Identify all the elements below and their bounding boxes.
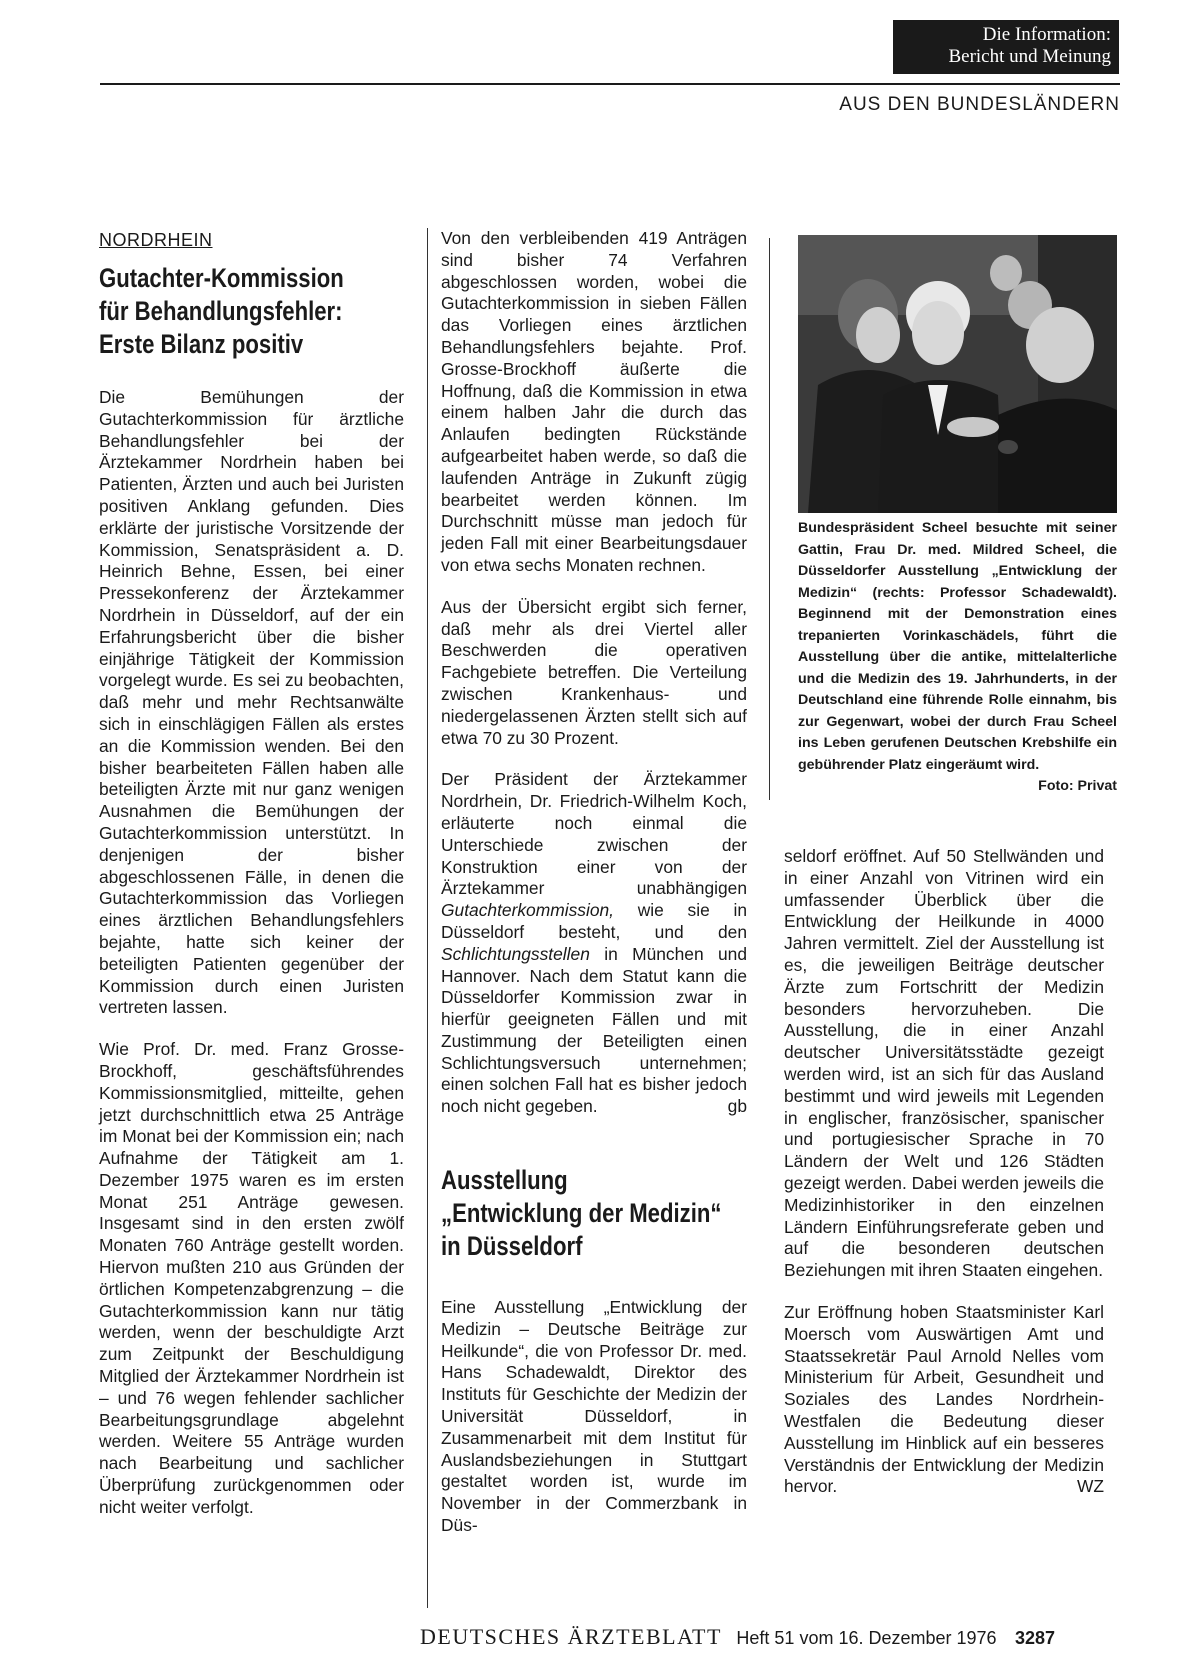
article1-paragraph: Die Bemühungen der Gutachterkommission für ärztliche Behandlungsfehler bei der Ärztekammer Nordrhein haben bei Patienten, Ärzten und auch bei Juristen positiven Anklang gefunden. Dies erklärte der juristische Vorsitzende der Kommission, Senatspräsident a. D. Heinrich Behne, Essen, bei einer Pressekonferenz der Ärztekammer Nordrhein in Düsseldorf, auf der ein Erfahrungsbericht über die bisher einjährige Tätigkeit der Kommission vorgelegt wurde. Es sei zu beobachten, daß mehr und mehr Rechtsanwälte sich in einschlägigen Fällen als erstes an die Kommission wenden. Bei den bisher bearbeiteten Fällen haben alle beteiligten Ärzte mit nur ganz wenigen Ausnahmen die Bemühungen der Gutachterkommission unterstützt. In denjenigen der bisher abgeschlossenen Fälle, in denen die Gutachterkommission das Vorliegen eines ärztlichen Behandlungsfehlers bejahte, hatte sich keiner der beteiligten Patienten gegenüber der Kommission durch einen Juristen vertreten lassen. <box>99 387 404 1018</box>
article1-column1 <box>99 387 404 1519</box>
text-run: Der Präsident der Ärztekammer Nordrhein, Dr. Friedrich-Wilhelm Koch, erläuterte noch einmal die Unterschiede zwischen der Konstruktion einer von der Ärztekammer unabhängigen <box>441 769 747 899</box>
exhibition-photo <box>798 235 1117 513</box>
article1-paragraph: Aus der Übersicht ergibt sich ferner, daß mehr als drei Viertel aller Beschwerden die operativen Fachgebiete betreffen. Die Verteilung zwischen Krankenhaus- und niedergelassenen Ärzten stellt sich auf etwa 70 zu 30 Prozent. <box>441 596 747 748</box>
article2-paragraph <box>784 1302 1104 1498</box>
article1-signature: gb <box>727 1096 747 1117</box>
header-rule <box>100 83 1120 85</box>
section-label-box <box>893 20 1119 74</box>
article2-column3 <box>784 846 1104 1498</box>
article2-signature: WZ <box>1076 1476 1104 1497</box>
article2-paragraph: seldorf eröffnet. Auf 50 Stellwänden und in einer Anzahl von Vitrinen wird ein umfassender Überblick über die Entwicklung der Heilkunde in 4000 Jahren vermittelt. Ziel der Ausstellung ist es, die jeweiligen Beiträge deutscher Ärzte zum Fortschritt der Medizin besonders hervorzuheben. Die Ausstellung, die in einer Anzahl deutscher Universitätsstädte gezeigt werden wird, ist an sich für das Ausland bestimmt und wird jeweils mit Legenden in englischer, französischer, spanischer und portugiesischer Sprache in 70 Ländern der Welt und 126 Städten gezeigt werden. Dabei werden jeweils die Medizinhistoriker in den einzelnen Ländern Einführungsreferate geben und auf die besonderen deutschen Beziehungen mit ihren Staaten eingehen. <box>784 846 1104 1281</box>
column-divider <box>769 238 770 800</box>
article1-paragraph: Von den verbleibenden 419 Anträgen sind bisher 74 Verfahren abgeschlossen worden, wobei die Gutachterkommission in sieben Fällen das Vorliegen eines ärztlichen Behandlungsfehlers bejahte. Prof. Grosse-Brockhoff äußerte die Hoffnung, daß die Kommission in etwa einem halben Jahr die durch das Anlaufen bedingten Rückstände aufgearbeitet haben werde, so daß die laufenden Anträge in Zukunft zügig bearbeitet werden können. Im Durchschnitt müsse man jedoch für jeden Fall mit einer Bearbeitungsdauer von etwa sechs Monaten rechnen. <box>441 228 747 575</box>
issue-info: Heft 51 vom 16. Dezember 1976 <box>736 1628 997 1648</box>
section-label-line1: Die Information: <box>982 24 1111 45</box>
text-run: Zur Eröffnung hoben Staatsminister Karl Moersch vom Auswärtigen Amt und Staatssekretär Paul Arnold Nelles vom Ministerium für Arbeit, Gesundheit und Soziales des Landes Nordrhein-Westfalen die Bedeutung dieser Ausstellung im Hinblick auf ein besseres Verständnis der Entwicklung der Medizin hervor. <box>784 1301 1104 1497</box>
photo-credit: Foto: Privat <box>1038 778 1117 794</box>
article2-column2 <box>441 1297 747 1537</box>
article2-paragraph: Eine Ausstellung „Entwicklung der Medizin – Deutsche Beiträge zur Heilkunde“, die von Professor Dr. med. Hans Schadewaldt, Direktor des Instituts für Geschichte der Medizin der Universität Düsseldorf, in Zusammenarbeit mit dem Institut für Auslandsbeziehungen in Stuttgart gestaltet worden ist, wurde im November in der Commerzbank in Düs- <box>441 1297 747 1535</box>
section-name: AUS DEN BUNDESLÄNDERN <box>839 94 1120 115</box>
footer <box>420 1624 1055 1650</box>
photo-caption-text: Bundespräsident Scheel besuchte mit seiner Gattin, Frau Dr. med. Mildred Scheel, die Düsseldorfer Ausstellung „Entwicklung der Medizin“ (rechts: Professor Schadewaldt). Beginnend mit der Demonstration eines trepanierten Vorinkaschädels, führt die Ausstellung über die antike, mittelalterliche und die Medizin des 19. Jahrhunderts, in der Deutschland eine führende Rolle einnahm, bis zur Gegenwart, wobei der durch Frau Scheel ins Leben gerufenen Deutschen Krebshilfe ein gebührender Platz eingeräumt wird. <box>798 520 1117 773</box>
emphasis: Schlichtungsstellen <box>441 943 590 964</box>
article2-headline-line3: in Düsseldorf <box>441 1231 583 1261</box>
exhibition-photo-image <box>798 235 1117 513</box>
article2-headline-line1: Ausstellung <box>441 1165 568 1195</box>
article1-paragraph <box>441 769 747 1118</box>
text-run: wie sie in Düsseldorf besteht, und den <box>441 900 747 942</box>
article1-paragraph: Wie Prof. Dr. med. Franz Grosse-Brockhoff, geschäftsführendes Kommissionsmitglied, mitteilte, gehen jetzt durchschnittlich etwa 25 Anträge im Monat bei der Kommission ein; nach Aufnahme der Tätigkeit am 1. Dezember 1975 waren es im ersten Monat 251 Anträge gewesen. Insgesamt sind in den ersten zwölf Monaten 760 Anträge gestellt worden. Hiervon mußten 210 aus Gründen der örtlichen Kompetenzabgrenzung – die Gutachterkommission kann nur tätig werden, wenn der beschuldigte Arzt zum Zeitpunkt der Beschuldigung Mitglied der Ärztekammer Nordrhein ist – und 76 wegen fehlender sachlicher Bearbeitungsgrundlage abgelehnt werden. Weitere 55 Anträge wurden nach Bearbeitung und sachlicher Überprüfung zurückgenommen oder nicht weiter verfolgt. <box>99 1039 404 1517</box>
magazine-name: DEUTSCHES ÄRZTEBLATT <box>420 1624 722 1649</box>
region-label: NORDRHEIN <box>99 230 213 250</box>
article1-headline-line1: Gutachter-Kommission <box>99 263 344 293</box>
article1-headline <box>99 262 409 366</box>
article2-headline <box>441 1164 751 1268</box>
page-number: 3287 <box>1015 1628 1056 1648</box>
article2-headline-line2: „Entwicklung der Medizin“ <box>441 1198 722 1228</box>
column-divider <box>427 228 428 1608</box>
text-run: in München und Hannover. Nach dem Statut kann die Düsseldorfer Kommission zwar in hierfür geeigneten Fällen und mit Zustimmung der Beteiligten einen Schlichtungsversuch unternehmen; einen solchen Fall hat es bisher jedoch noch nicht gegeben. <box>441 943 747 1117</box>
section-label-line2: Bericht und Meinung <box>948 46 1111 67</box>
article1-column2 <box>441 228 747 1118</box>
article1-headline-line2: für Behandlungsfehler: <box>99 296 343 326</box>
emphasis: Gutachterkommission, <box>441 900 614 921</box>
photo-caption <box>798 518 1117 798</box>
article1-headline-line3: Erste Bilanz positiv <box>99 329 304 359</box>
